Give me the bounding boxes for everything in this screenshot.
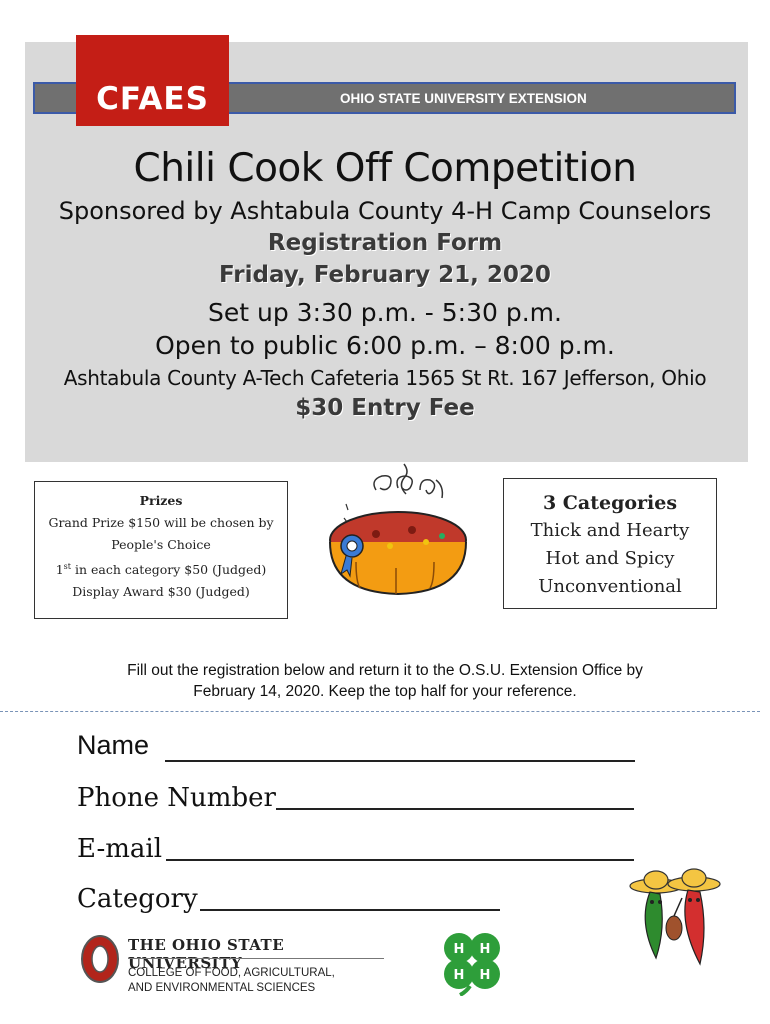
- setup-time: Set up 3:30 p.m. - 5:30 p.m.: [208, 298, 562, 327]
- osu-divider: [128, 958, 384, 959]
- category-prize-suffix: st: [63, 562, 71, 571]
- osu-college: [128, 966, 335, 996]
- cfaes-logo-text: CFAES: [96, 81, 209, 117]
- email-blank[interactable]: [166, 859, 634, 861]
- four-h-clover-icon: [440, 930, 504, 996]
- page-title: Chili Cook Off Competition: [133, 146, 637, 191]
- college-line-2: AND ENVIRONMENTAL SCIENCES: [128, 982, 316, 994]
- public-time: Open to public 6:00 p.m. – 8:00 p.m.: [155, 331, 615, 360]
- display-award-line: Display Award $30 (Judged): [72, 584, 250, 600]
- name-field: [77, 730, 149, 761]
- osu-block-o-icon: [80, 934, 120, 984]
- osu-name: THE OHIO STATE UNIVERSITY: [128, 936, 285, 972]
- sponsor-line: Sponsored by Ashtabula County 4-H Camp Counselors: [58, 197, 712, 225]
- form-title: Registration Form: [267, 230, 503, 256]
- prizes-heading: Prizes: [139, 493, 183, 508]
- svg-text:H: H: [453, 968, 465, 983]
- category-field: [77, 884, 198, 914]
- event-date: Friday, February 21, 2020: [219, 262, 551, 288]
- svg-text:H: H: [479, 942, 491, 957]
- dancing-peppers-icon: [622, 868, 732, 968]
- cut-line: [0, 711, 760, 712]
- category-item: Hot and Spicy: [545, 548, 675, 569]
- event-location: Ashtabula County A-Tech Cafeteria 1565 St Rt. 167 Jefferson, Ohio: [63, 366, 707, 390]
- instructions-line-1: Fill out the registration below and return it to the O.S.U. Extension Office by: [127, 662, 643, 679]
- email-field: [77, 834, 162, 864]
- svg-text:H: H: [453, 942, 465, 957]
- name-blank[interactable]: [165, 760, 635, 762]
- category-prize-number: 1: [55, 562, 64, 578]
- banner-text: OHIO STATE UNIVERSITY EXTENSION: [340, 91, 587, 106]
- grand-prize-line: Grand Prize $150 will be chosen by: [48, 515, 274, 530]
- cfaes-logo: [76, 35, 229, 126]
- instructions-line-2: February 14, 2020. Keep the top half for your reference.: [193, 683, 577, 700]
- category-blank[interactable]: [200, 909, 500, 911]
- category-item: Thick and Hearty: [530, 520, 690, 541]
- phone-blank[interactable]: [276, 808, 634, 810]
- phone-field: [77, 783, 276, 813]
- category-prize-text: in each category $50 (Judged): [70, 562, 267, 578]
- prizes-box: [34, 481, 288, 619]
- category-prize-line: [35, 556, 287, 581]
- email-label: E-mail: [77, 834, 163, 864]
- category-item: Unconventional: [538, 576, 682, 597]
- chili-pot-icon: [316, 460, 476, 610]
- category-label: Category: [77, 884, 198, 914]
- peoples-choice-line: People's Choice: [111, 537, 211, 552]
- college-line-1: COLLEGE OF FOOD, AGRICULTURAL,: [128, 967, 335, 979]
- categories-box: [503, 478, 717, 609]
- osu-logo: [80, 932, 400, 1002]
- entry-fee: $30 Entry Fee: [295, 395, 475, 421]
- phone-label: Phone Number: [77, 783, 276, 813]
- categories-heading: 3 Categories: [542, 492, 678, 514]
- svg-text:H: H: [479, 968, 491, 983]
- name-label: Name: [77, 730, 150, 760]
- instructions: [0, 660, 770, 702]
